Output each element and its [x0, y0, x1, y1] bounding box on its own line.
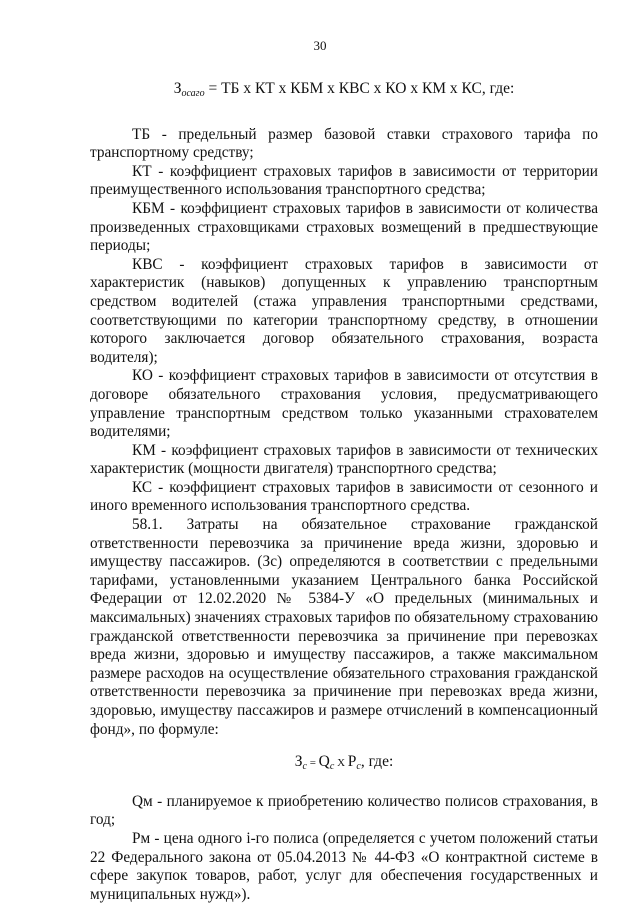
page-number: 30: [313, 38, 327, 53]
definition-ko: КО - коэффициент страховых тарифов в зависимости от отсутствия в договоре обязательного страхования условия, предусматривающего управление транспортным средством только указанными страхователем водителями;: [90, 367, 598, 441]
formula2-q: Q: [318, 753, 330, 771]
formula2-p: P: [347, 753, 357, 771]
definition-kbm: КБМ - коэффициент страховых тарифов в зависимости от количества произведенных страховщиками страховых возмещений в предшествующие периоды;: [90, 199, 598, 255]
definition-kvs: КВС - коэффициент страховых тарифов в зависимости от характеристик (навыков) допущенных к управлению транспортным средством водителей (стажа управления транспортными средствами, соответствующими по категории транспортному средству, в отношении которого заключается договор обязательного страхования, возраста водителя);: [90, 255, 598, 366]
formula-rhs: = ТБ х КТ х КБМ х КВС х КО х КМ х КС, где:: [204, 80, 515, 97]
definition-ks: КС - коэффициент страховых тарифов в зависимости от сезонного и иного временного использования транспортного средства.: [90, 478, 598, 515]
document-body: [90, 80, 598, 904]
definition-km: КМ - коэффициент страховых тарифов в зависимости от технических характеристик (мощности двигателя) транспортного средства;: [90, 441, 598, 478]
osago-formula: [90, 80, 598, 104]
definition-kt: КТ - коэффициент страховых тарифов в зависимости от территории преимущественного использования транспортного средства;: [90, 162, 598, 199]
definition-qm: Qм - планируемое к приобретению количество полисов страхования, в год;: [90, 792, 598, 829]
formula2-q-subscript: с: [329, 761, 335, 773]
formula2-equals: =: [306, 757, 319, 770]
definition-pm: Рм - цена одного i-го полиса (определяется с учетом положений статьи 22 Федерального закона от 05.04.2013 № 44-ФЗ «О контрактной системе в сфере закупок товаров, работ, услуг для обеспечения государственных и муниципальных нужд»).: [90, 829, 598, 903]
formula-lhs: З: [173, 80, 182, 97]
carrier-insurance-formula: [90, 753, 598, 777]
definition-tb: ТБ - предельный размер базовой ставки страхового тарифа по транспортному средству;: [90, 125, 598, 162]
formula2-p-subscript: с: [356, 761, 361, 773]
formula2-lhs-subscript: с: [302, 761, 307, 773]
formula2-tail: , где:: [360, 753, 394, 771]
formula-lhs-subscript: осаго: [181, 88, 205, 99]
section-58-1: 58.1. Затраты на обязательное страхование гражданской ответственности перевозчика за причинение вреда жизни, здоровью и имуществу пассажиров. (Зс) определяются в соответствии с предельными тарифами, установленными указанием Центрального банка Российской Федерации от 12.02.2020 № 5384-У «О предельных (минимальных и максимальных) значениях страховых тарифов по обязательному страхованию гражданской ответственности перевозчика за причинение при перевозках вреда жизни, здоровью и имуществу пассажиров, а также максимальном размере расходов на осуществление обязательного страхования гражданской ответственности перевозчика за причинение при перевозках вреда жизни, здоровью, имуществу пассажиров и размере отчислений в компенсационный фонд», по формуле:: [90, 516, 598, 738]
formula2-multiply: X: [334, 757, 348, 770]
formula2-lhs: З: [294, 753, 303, 771]
